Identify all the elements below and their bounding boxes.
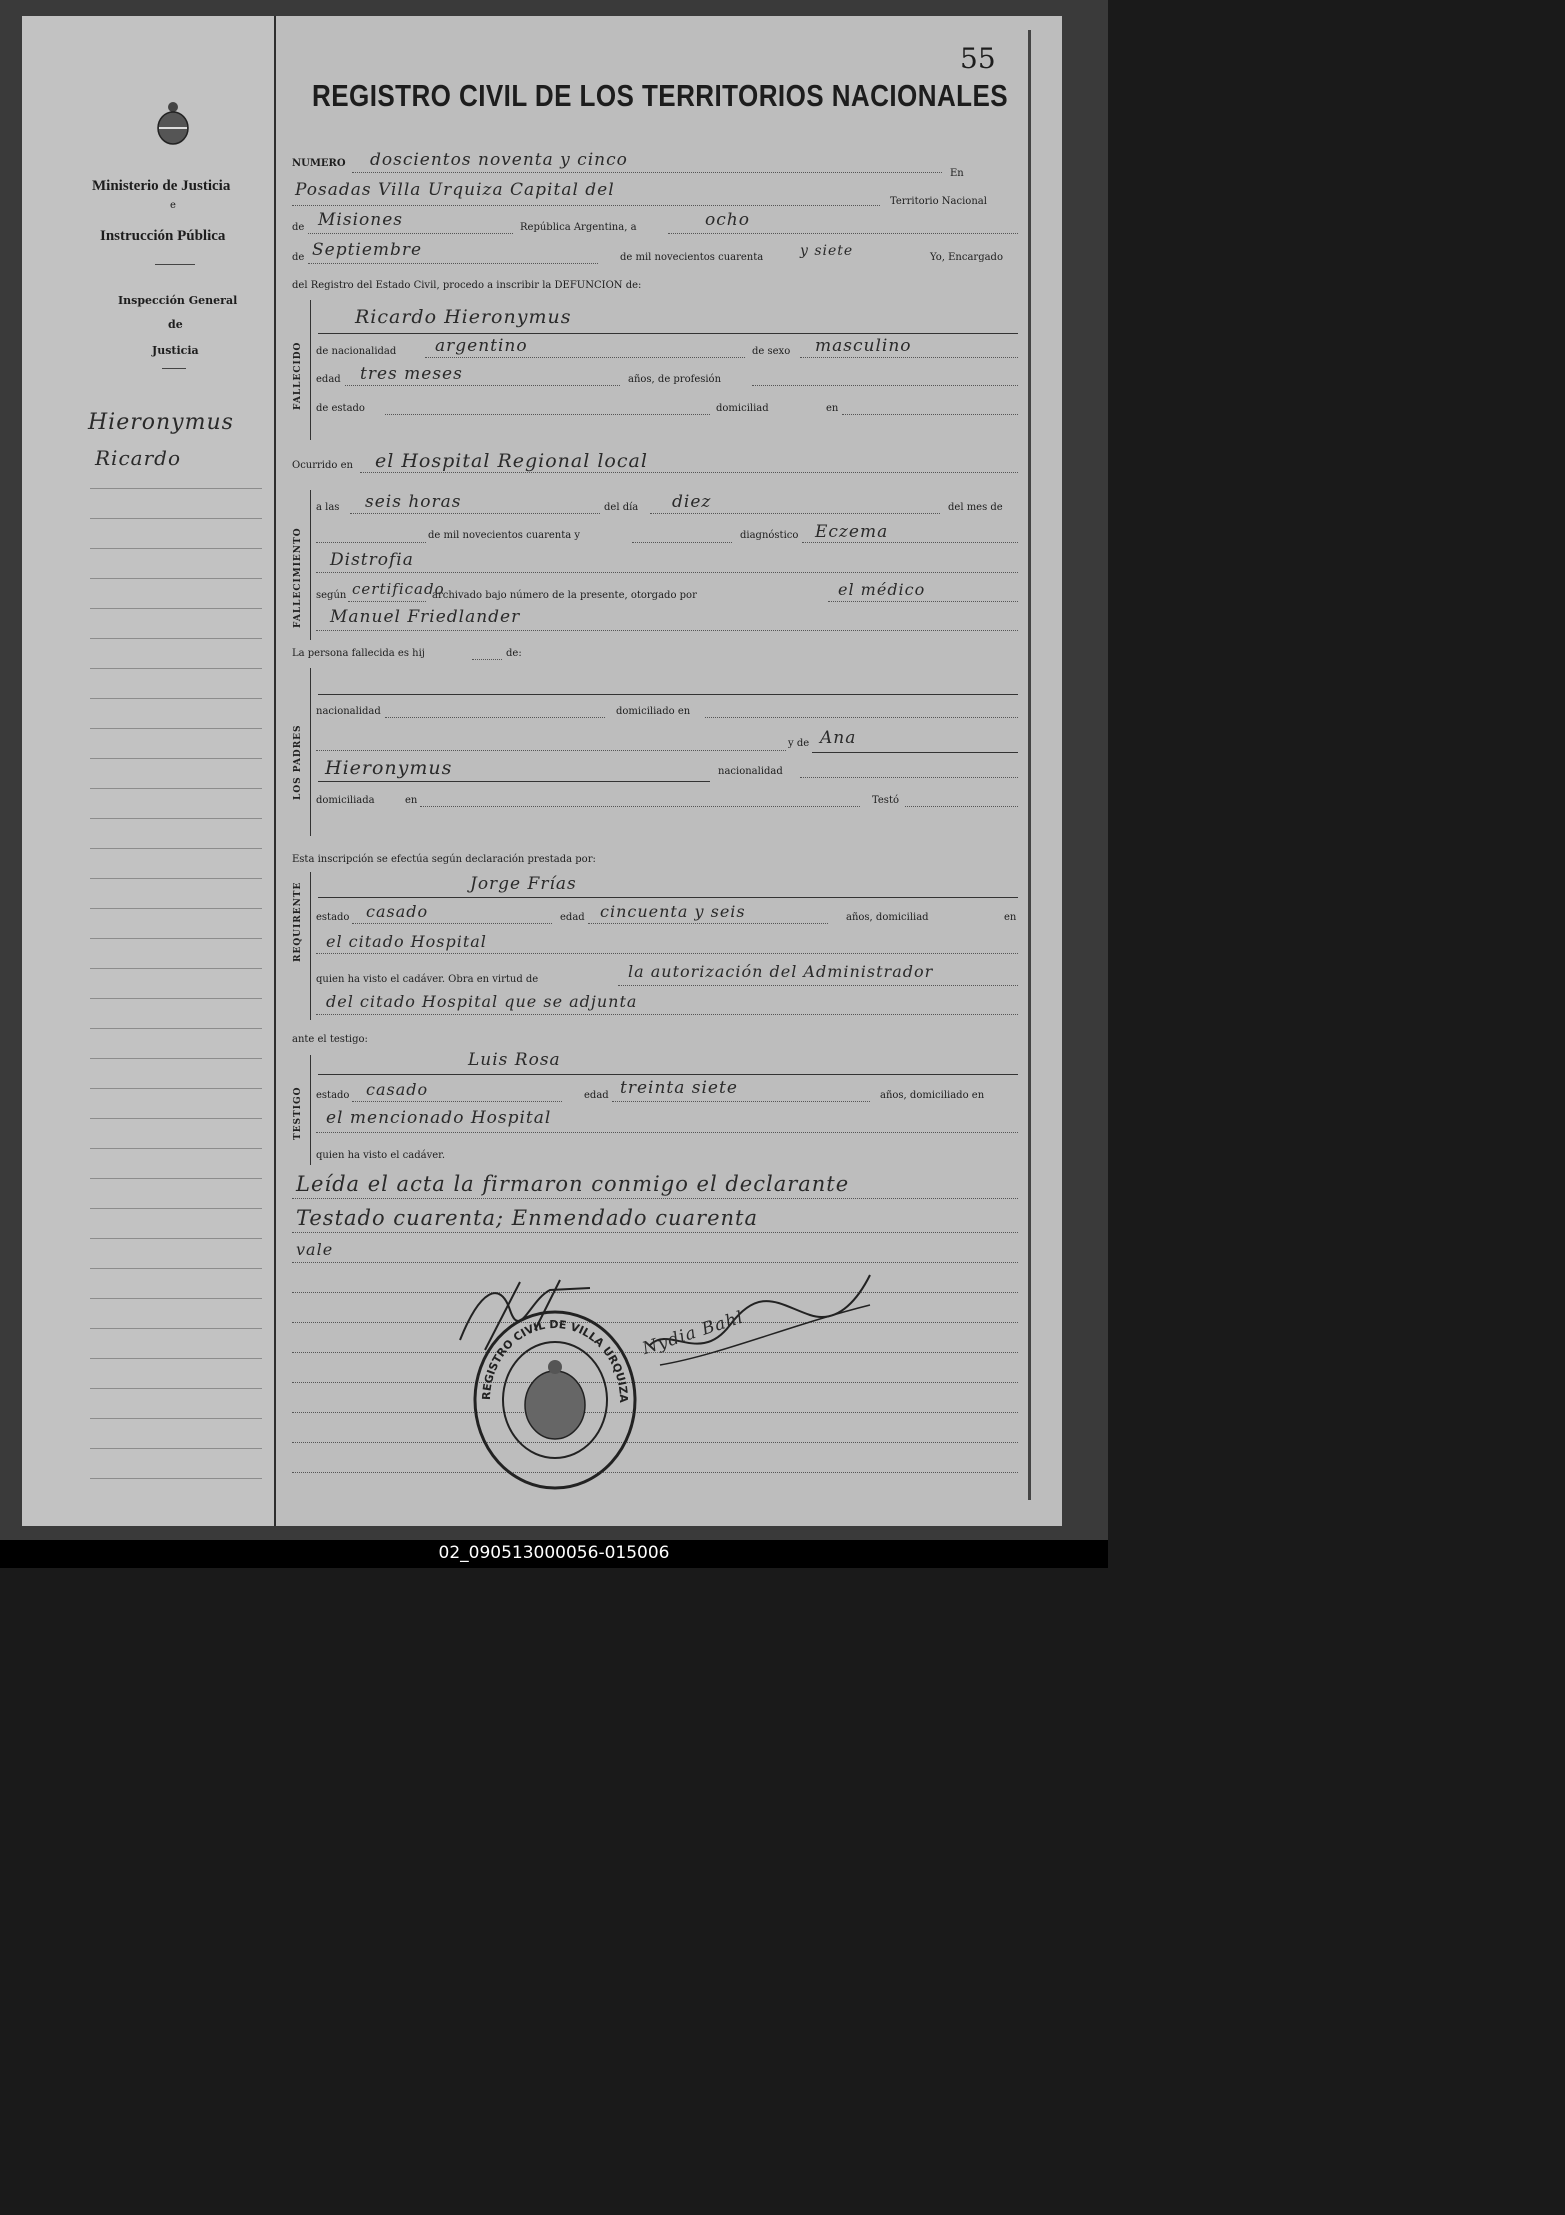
de-label: de <box>292 252 305 263</box>
official-seal-stamp <box>470 1305 640 1499</box>
en-label: En <box>950 168 964 179</box>
closing-line1: Leída el acta la firmaron conmigo el declarante <box>296 1172 850 1196</box>
section-bar <box>310 300 311 440</box>
field-line <box>308 233 513 234</box>
deceased-name: Ricardo Hieronymus <box>355 306 572 328</box>
nacionalidad-value: argentino <box>435 336 528 356</box>
field-line <box>425 357 745 358</box>
signature-right-text: Nydia Bahl <box>640 1307 747 1360</box>
section-fallecimiento: FALLECIMIENTO <box>293 527 303 628</box>
madre-value: Ana <box>820 728 857 748</box>
diagnostico-value-line2: Distrofia <box>330 550 414 570</box>
nacionalidad-label: de nacionalidad <box>316 346 397 357</box>
edad-label: edad <box>584 1090 609 1101</box>
inspection-line3: Justicia <box>152 344 199 357</box>
section-testigo: TESTIGO <box>293 1086 303 1140</box>
visto-label: quien ha visto el cadáver. <box>316 1150 446 1161</box>
requirente-domicilio: el citado Hospital <box>326 932 487 951</box>
field-line <box>348 601 426 602</box>
field-line <box>345 385 620 386</box>
diagnostico-label: diagnóstico <box>740 530 799 541</box>
testigo-domicilio: el mencionado Hospital <box>326 1108 552 1128</box>
ocurrido-label: Ocurrido en <box>292 460 353 471</box>
field-line <box>316 572 1018 573</box>
archivado-label: archivado bajo número de la presente, otorgado por <box>432 590 697 601</box>
field-line <box>420 806 860 807</box>
encargado-label: Yo, Encargado <box>930 252 1003 263</box>
ministry-line3: Instrucción Pública <box>100 228 226 244</box>
section-requirente: REQUIRENTE <box>293 881 303 962</box>
requirente-edad: cincuenta y seis <box>600 902 746 921</box>
field-line <box>350 513 600 514</box>
y-de-label: y de <box>788 738 810 749</box>
field-line <box>318 333 1018 334</box>
margin-note-surname: Hieronymus <box>88 410 234 435</box>
field-line <box>308 263 598 264</box>
closing-line2: Testado cuarenta; Enmendado cuarenta <box>296 1206 759 1230</box>
field-line <box>828 601 1018 602</box>
section-bar <box>310 668 311 836</box>
ante-testigo-label: ante el testigo: <box>292 1034 368 1045</box>
numero-label: NUMERO <box>292 158 346 169</box>
dia-label: del día <box>604 502 639 513</box>
field-line <box>316 953 1018 954</box>
field-line <box>360 472 1018 473</box>
testigo-edad: treinta siete <box>620 1078 738 1098</box>
field-line <box>316 1132 1018 1133</box>
estado-label: estado <box>316 1090 350 1101</box>
en-label: en <box>1004 912 1017 923</box>
field-line <box>316 750 786 751</box>
de-label: de: <box>506 648 522 659</box>
field-line <box>705 717 1018 718</box>
field-line <box>802 542 1018 543</box>
section-fallecido: FALLECIDO <box>293 341 303 410</box>
madre-apellido: Hieronymus <box>325 757 453 779</box>
field-line <box>318 897 1018 898</box>
field-line <box>752 385 1018 386</box>
registro-line: del Registro del Estado Civil, procedo a inscribir la DEFUNCION de: <box>292 280 642 291</box>
field-line <box>650 513 940 514</box>
sexo-label: de sexo <box>752 346 791 357</box>
hija-label: La persona fallecida es hij <box>292 648 425 659</box>
inspection-line1: Inspección General <box>118 294 238 307</box>
declaracion-label: Esta inscripción se efectúa según declaración prestada por: <box>292 854 596 865</box>
domicilio-label: domiciliad <box>716 403 769 414</box>
field-line <box>318 694 1018 695</box>
field-line <box>316 630 1018 631</box>
estado-label: estado <box>316 912 350 923</box>
mes-label: del mes de <box>948 502 1003 513</box>
page-number: 55 <box>960 42 996 75</box>
field-line <box>292 1198 1018 1199</box>
field-line <box>352 172 942 173</box>
section-padres: LOS PADRES <box>293 724 303 800</box>
territorio-label: Territorio Nacional <box>890 196 987 207</box>
republica-label: República Argentina, a <box>520 222 637 233</box>
field-line <box>588 923 828 924</box>
requirente-name: Jorge Frías <box>470 874 577 894</box>
en-label: en <box>405 795 418 806</box>
page-right-border <box>1028 30 1031 1500</box>
year-value: y siete <box>800 243 854 259</box>
field-line <box>385 717 605 718</box>
field-line <box>905 806 1018 807</box>
en-label: en <box>826 403 839 414</box>
divider <box>155 264 195 265</box>
numero-value: doscientos noventa y cinco <box>370 150 628 170</box>
estado-label: de estado <box>316 403 365 414</box>
place-value: Posadas Villa Urquiza Capital del <box>295 180 615 200</box>
field-line <box>292 205 880 206</box>
nacionalidad2-label: nacionalidad <box>718 766 783 777</box>
signature-right <box>640 1265 880 1375</box>
section-bar <box>310 872 311 1020</box>
otorgado-value: el médico <box>838 580 926 599</box>
domiciliado-label: domiciliado en <box>616 706 691 717</box>
stamp-ring-text: REGISTRO CIVIL DE VILLA URQUIZA <box>479 1317 631 1403</box>
field-line <box>316 542 426 543</box>
requirente-estado: casado <box>366 902 429 921</box>
testigo-name: Luis Rosa <box>468 1050 561 1070</box>
segun-value: certificado <box>352 580 445 598</box>
scan-id-footer: 02_090513000056-015006 <box>0 1540 1108 1568</box>
medico-value: Manuel Friedlander <box>330 607 521 627</box>
edad-label: edad <box>560 912 585 923</box>
field-line <box>800 357 1018 358</box>
sexo-value: masculino <box>815 336 912 356</box>
field-line <box>632 542 732 543</box>
field-line <box>352 1101 562 1102</box>
testigo-estado: casado <box>366 1080 429 1099</box>
hora-label: a las <box>316 502 340 513</box>
de-label: de <box>292 222 305 233</box>
field-line <box>472 659 502 660</box>
visto-label: quien ha visto el cadáver. Obra en virtud de <box>316 974 539 985</box>
profesion-label: años, de profesión <box>628 374 722 385</box>
domiciliada-label: domiciliada <box>316 795 375 806</box>
edad-value: tres meses <box>360 364 463 384</box>
closing-line3: vale <box>296 1240 334 1259</box>
divider <box>162 368 186 369</box>
ocurrido-value: el Hospital Regional local <box>375 450 648 472</box>
field-line <box>812 752 1018 753</box>
field-line <box>842 414 1018 415</box>
dia-value: diez <box>672 492 712 512</box>
field-line <box>668 233 1018 234</box>
anos-label: años, domiciliado en <box>880 1090 985 1101</box>
field-line <box>385 414 710 415</box>
autorizacion-value-line2: del citado Hospital que se adjunta <box>326 992 638 1011</box>
margin-note-name: Ricardo <box>95 446 181 470</box>
field-line <box>292 1232 1018 1233</box>
diagnostico-value: Eczema <box>815 522 889 542</box>
section-bar <box>310 1055 311 1165</box>
field-line <box>318 1074 1018 1075</box>
ministry-line2: e <box>170 200 176 211</box>
inspection-line2: de <box>168 318 183 331</box>
field-line <box>618 985 1018 986</box>
coat-of-arms-icon <box>155 100 191 146</box>
field-line <box>292 1262 1018 1263</box>
testo-label: Testó <box>872 795 899 806</box>
edad-label: edad <box>316 374 341 385</box>
ministry-line1: Ministerio de Justicia <box>92 178 231 194</box>
autorizacion-value: la autorización del Administrador <box>628 962 934 981</box>
month-value: Septiembre <box>312 240 423 260</box>
day-value: ocho <box>705 210 750 230</box>
field-line <box>800 777 1018 778</box>
document-title: REGISTRO CIVIL DE LOS TERRITORIOS NACIONALES <box>312 78 1009 113</box>
segun-label: según <box>316 590 347 601</box>
anos-label: años, domiciliad <box>846 912 929 923</box>
field-line <box>352 923 552 924</box>
territory-value: Misiones <box>318 210 403 230</box>
anio-label: de mil novecientos cuarenta y <box>428 530 581 541</box>
field-line <box>612 1101 870 1102</box>
section-bar <box>310 490 311 640</box>
field-line <box>316 1014 1018 1015</box>
nacionalidad-label: nacionalidad <box>316 706 381 717</box>
hora-value: seis horas <box>365 492 462 512</box>
field-line <box>318 781 710 782</box>
year-label: de mil novecientos cuarenta <box>620 252 764 263</box>
